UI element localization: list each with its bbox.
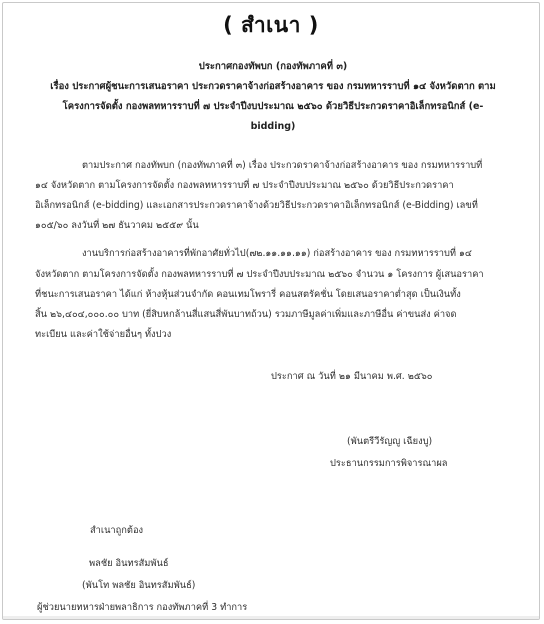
announcement-subject-line-1: เรื่อง ประกาศผู้ชนะการเสนอราคา ประกวดราคาจ้างก่อสร้างอาคาร ของ กรมทหารราบที่ ๑๔ จังหวัดตาก ตาม xyxy=(50,81,496,92)
paragraph1-line-2: ๑๔ จังหวัดตาก ตามโครงการจัดตั้ง กองพลทหารราบที่ ๗ ประจำปีงบประมาณ ๒๕๖๐ ด้วยวิธีประกวดราคา xyxy=(35,180,454,191)
signatory-position: ประธานกรรมการพิจารณาผล xyxy=(330,458,448,469)
announcement-issuer: ประกาศกองทัพบก (กองทัพภาคที่ ๓) xyxy=(198,61,348,72)
paragraph2-line-5: ทะเบียน และค่าใช้จ่ายอื่นๆ ทั้งปวง xyxy=(35,329,172,340)
page-bottom-edge xyxy=(3,616,539,619)
announce-date: ประกาศ ณ วันที่ ๒๑ มีนาคม พ.ศ. ๒๕๖๐ xyxy=(271,371,433,382)
paragraph2-line-4: สิ้น ๒๖,๔๐๔,๐๐๐.๐๐ บาท (ยี่สิบหกล้านสี่แสนสี่พันบาทถ้วน) รวมภาษีมูลค่าเพิ่มและภาษีอื่น ค่าขนส่ง ค่าจด xyxy=(35,309,457,320)
paragraph2-line-2: จังหวัดตาก ตามโครงการจัดตั้ง กองพลทหารราบที่ ๗ ประจำปีงบประมาณ ๒๕๖๐ จำนวน ๑ โครงการ ผู้เสนอราคา xyxy=(35,269,484,280)
certifier-rank-name: (พันโท พลชัย อินทรสัมพันธ์) xyxy=(82,580,196,591)
paragraph1-line-4: ๑๐๕/๖๐ ลงวันที่ ๒๗ ธันวาคม ๒๕๕๙ นั้น xyxy=(35,220,199,231)
paragraph1-line-3: อิเล็กทรอนิกส์ (e-bidding) และเอกสารประกวดราคาจ้างด้วยวิธีประกวดราคาอิเล็กทรอนิกส์ (e-Bidding) เลขที่ xyxy=(35,200,478,211)
announcement-subject-line-2: โครงการจัดตั้ง กองพลทหารราบที่ ๗ ประจำปีงบประมาณ ๒๕๖๐ ด้วยวิธีประกวดราคาอิเล็กทรอนิกส์ (e- xyxy=(62,101,484,112)
certifier-name: พลชัย อินทรสัมพันธ์ xyxy=(89,558,169,569)
document-page xyxy=(2,2,540,620)
certifier-position: ผู้ช่วยนายทหารฝ่ายพลาธิการ กองทัพภาคที่ 3 ทำการ xyxy=(37,602,248,613)
paragraph1-line-1: ตามประกาศ กองทัพบก (กองทัพภาคที่ ๓) เรื่อง ประกวดราคาจ้างก่อสร้างอาคาร ของ กรมทหารราบที่ xyxy=(82,160,483,171)
paragraph2-line-1: งานบริการก่อสร้างอาคารที่พักอาศัยทั่วไป(๗๒.๑๑.๑๑.๑๑) ก่อสร้างอาคาร ของ กรมทหารราบที่ ๑๔ xyxy=(82,248,472,259)
announcement-subject-line-3: bidding) xyxy=(250,121,296,132)
certified-copy-label: สำเนาถูกต้อง xyxy=(90,525,144,536)
signatory-name: (พันตรีวีรัญญู เฉียงบู) xyxy=(347,436,433,447)
page-title: ( สำเนา ) xyxy=(223,13,319,37)
paragraph2-line-3: ที่ชนะการเสนอราคา ได้แก่ ห้างหุ้นส่วนจำกัด คอนเทมโพรารี่ คอนสตรัคชั่น โดยเสนอราคาต่ำสุด เป็นเงินทั้ง xyxy=(35,289,461,300)
